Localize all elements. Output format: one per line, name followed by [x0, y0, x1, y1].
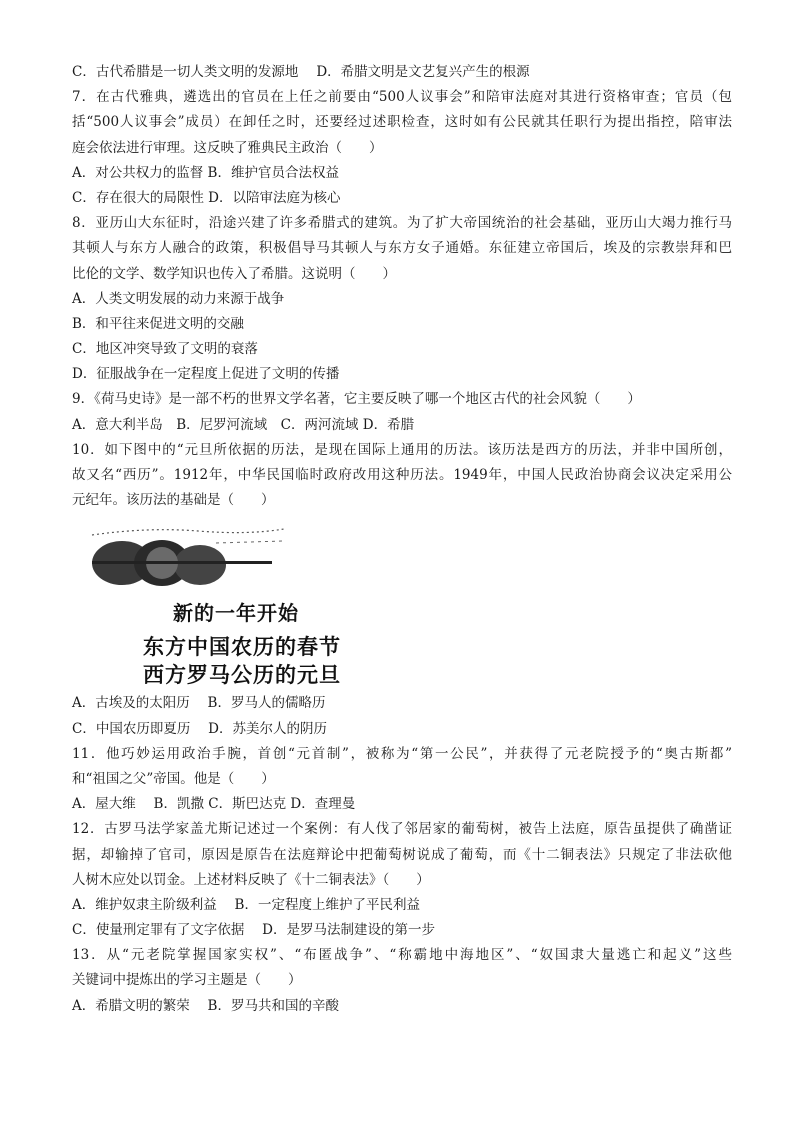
- question-8-stem-line: 其顿人与东方人融合的政策，积极倡导马其顿人与东方女子通婚。东征建立帝国后，埃及的宗教崇拜和巴: [72, 240, 732, 257]
- question-8-stem-line: 比伦的文学、数学知识也传入了希腊。这说明（ ）: [72, 265, 396, 282]
- question-10-figure: [80, 515, 344, 687]
- figure-caption-line1: 新的一年开始: [173, 601, 299, 626]
- question-8-stem-line: 8．亚历山大东征时，沿途兴建了许多希腊式的建筑。为了扩大帝国统治的社会基础，亚历山大竭力推行马: [72, 215, 732, 232]
- question-13-stem-line: 关键词中提炼出的学习主题是（ ）: [72, 972, 302, 989]
- question-11-options: A．屋大维 B．凯撒 C．斯巴达克 D．查理曼: [72, 796, 356, 813]
- question-13-stem-line: 13．从“元老院掌握国家实权”、“布匿战争”、“称霸地中海地区”、“奴国隶大量逃亡和起义”这些: [72, 947, 732, 964]
- question-11-stem-line: 11．他巧妙运用政治手腕，首创“元首制”，被称为“第一公民”，并获得了元老院授予的“奥古斯都”: [72, 745, 732, 762]
- question-7-stem-line: 括“500人议事会”成员）在卸任之时，还要经过述职检查，这时如有公民就其任职行为提出指控，陪审法: [72, 114, 732, 131]
- exam-page: [72, 62, 732, 1021]
- question-8-option-d: D．征服战争在一定程度上促进了文明的传播: [72, 366, 340, 383]
- question-10-stem-line: 故又名“西历”。1912年，中华民国临时政府改用这种历法。1949年，中国人民政治协商会议决定采用公: [72, 467, 732, 483]
- question-8-option-c: C．地区冲突导致了文明的衰落: [72, 341, 258, 358]
- question-10-options: C．中国农历即夏历 D．苏美尔人的阴历: [72, 720, 327, 737]
- figure-caption-line2: 东方中国农历的春节: [143, 635, 341, 660]
- question-12-stem-line: 据，却输掉了官司，原因是原告在法庭辩论中把葡萄树说成了葡萄，而《十二铜表法》只规定了非法砍他: [72, 846, 732, 863]
- question-10-options: A．古埃及的太阳历 B．罗马人的儒略历: [72, 695, 326, 712]
- question-7-stem-line: 7．在古代雅典，遴选出的官员在上任之前要由“500人议事会”和陪审法庭对其进行资格审查；官员（包: [72, 89, 732, 106]
- question-9-options: A．意大利半岛 B．尼罗河流域 C．两河流域 D．希腊: [72, 416, 415, 433]
- question-6-options: [72, 62, 732, 83]
- question-11-stem-line: 和“祖国之父”帝国。他是（ ）: [72, 770, 275, 787]
- question-7-stem-line: 庭会依法进行审理。这反映了雅典民主政治（ ）: [72, 139, 383, 156]
- question-12-options: A．维护奴隶主阶级利益 B．一定程度上维护了平民利益: [72, 896, 420, 913]
- calendar-image-decoration: [88, 525, 288, 591]
- q6-option-d: D．希腊文明是文艺复兴产生的根源: [316, 64, 530, 80]
- question-7-options: A．对公共权力的监督 B．维护官员合法权益: [72, 164, 339, 181]
- question-12-stem-line: 12．古罗马法学家盖尤斯记述过一个案例：有人伐了邻居家的葡萄树，被告上法庭，原告虽提供了确凿证: [72, 821, 732, 838]
- question-13-options: A．希腊文明的繁荣 B．罗马共和国的辛酸: [72, 997, 339, 1014]
- question-7-options: C．存在很大的局限性 D．以陪审法庭为核心: [72, 189, 341, 206]
- question-10-stem-line: 10．如下图中的“元旦所依据的历法，是现在国际上通用的历法。该历法是西方的历法，并非中国所创，: [72, 441, 732, 458]
- q6-option-c: C．古代希腊是一切人类文明的发源地: [72, 64, 299, 80]
- question-10-stem-line: 元纪年。该历法的基础是（ ）: [72, 492, 275, 509]
- question-12-options: C．使量刑定罪有了文字依据 D．是罗马法制建设的第一步: [72, 922, 435, 939]
- question-8-option-b: B．和平往来促进文明的交融: [72, 315, 244, 332]
- question-8-option-a: A．人类文明发展的动力来源于战争: [72, 290, 285, 307]
- figure-caption-line3: 西方罗马公历的元旦: [143, 663, 341, 688]
- question-12-stem-line: 人树木应处以罚金。上述材料反映了《十二铜表法》（ ）: [72, 871, 430, 888]
- question-9-stem: 9．《荷马史诗》是一部不朽的世界文学名著，它主要反映了哪一个地区古代的社会风貌（ ）: [72, 391, 641, 408]
